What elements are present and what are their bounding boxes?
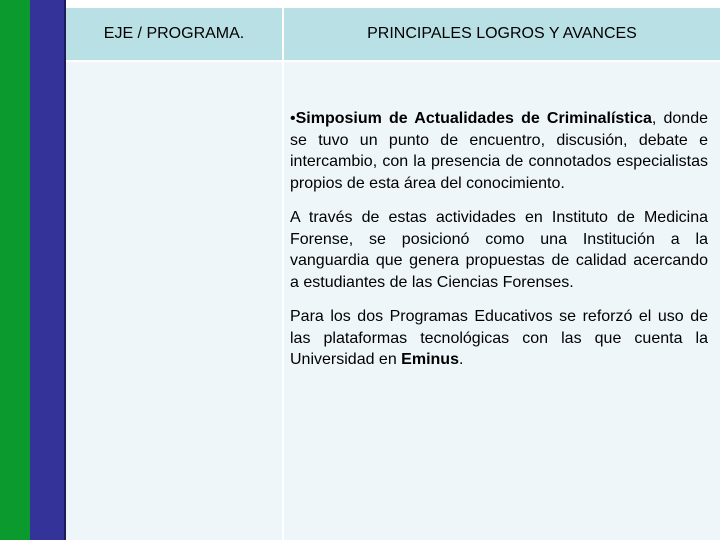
left-green-stripe	[0, 0, 30, 540]
simposium-description: , donde se tuvo un punto de encuentro, discusión, debate e intercambio, con la presencia de connotados especialistas propios de esta área del conocimiento.	[290, 110, 709, 192]
achievements-text	[290, 108, 708, 384]
eminus-name: Eminus	[401, 351, 459, 368]
left-blue-stripe	[30, 0, 64, 540]
eminus-end: .	[458, 351, 464, 368]
eminus-text: Para los dos Programas Educativos se reforzó el uso de las plataformas tecnológicas con las que cuenta la Universidad en	[290, 308, 708, 368]
paragraph-simposium	[290, 108, 708, 194]
header-logros-avances: PRINCIPALES LOGROS Y AVANCES	[284, 8, 720, 60]
header-eje-programa: EJE / PROGRAMA.	[66, 8, 282, 60]
paragraph-instituto: A través de estas actividades en Instituto de Medicina Forense, se posicionó como una Institución a la vanguardia que genera propuestas de calidad acercando a estudiantes de las Ciencias Forenses.	[290, 209, 708, 291]
cell-eje-programa	[66, 62, 282, 540]
paragraph-eminus	[290, 306, 708, 371]
simposium-title: Simposium de Actualidades de Criminalística	[295, 110, 652, 127]
bullet: •	[290, 110, 296, 127]
